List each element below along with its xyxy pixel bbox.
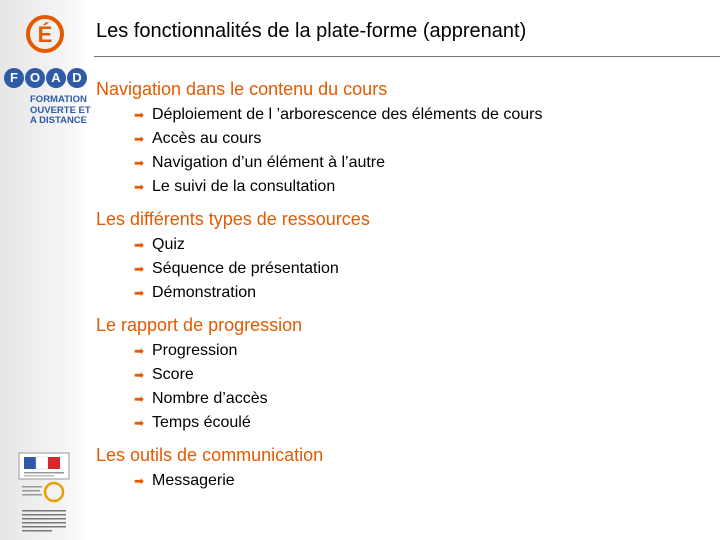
section-heading: Navigation dans le contenu du cours [96, 79, 388, 99]
section-communication [96, 444, 716, 493]
education-e-logo [23, 10, 67, 54]
arrow-right-icon: ➡ [134, 156, 145, 170]
foad-logo [4, 68, 88, 90]
title-divider [94, 56, 720, 57]
arrow-right-icon: ➡ [134, 392, 145, 406]
bullet-list [96, 103, 716, 199]
arrow-right-icon: ➡ [134, 474, 145, 488]
list-item: ➡ Messagerie [134, 469, 716, 493]
slide-content [96, 78, 716, 493]
arrow-right-icon: ➡ [134, 344, 145, 358]
foad-letter-a: A [46, 68, 66, 88]
section-progress-report [96, 314, 716, 435]
section-resources [96, 208, 716, 305]
list-item: ➡ Accès au cours [134, 127, 716, 151]
list-item: ➡ Temps écoulé [134, 411, 716, 435]
arrow-right-icon: ➡ [134, 132, 145, 146]
foad-letter-o: O [25, 68, 45, 88]
bullet-list [96, 339, 716, 435]
arrow-right-icon: ➡ [134, 108, 145, 122]
section-heading: Le rapport de progression [96, 315, 303, 335]
svg-text:É: É [37, 22, 53, 47]
list-item: ➡ Navigation d’un élément à l’autre [134, 151, 716, 175]
section-heading: Les outils de communication [96, 445, 324, 465]
arrow-right-icon: ➡ [134, 286, 145, 300]
list-item: ➡ Le suivi de la consultation [134, 175, 716, 199]
section-navigation [96, 78, 716, 199]
arrow-right-icon: ➡ [134, 180, 145, 194]
list-item: ➡ Score [134, 363, 716, 387]
sidebar-branding [0, 0, 91, 540]
foad-subtitle: FORMATION OUVERTE ET A DISTANCE [30, 94, 91, 126]
list-item: ➡ Nombre d’accès [134, 387, 716, 411]
ministry-logo [18, 452, 70, 534]
section-heading: Les différents types de ressources [96, 209, 370, 229]
slide-title: Les fonctionnalités de la plate-forme (apprenant) [96, 20, 527, 42]
arrow-right-icon: ➡ [134, 416, 145, 430]
list-item: ➡ Quiz [134, 233, 716, 257]
arrow-right-icon: ➡ [134, 262, 145, 276]
foad-letter-f: F [4, 68, 24, 88]
list-item: ➡ Progression [134, 339, 716, 363]
bullet-list [96, 469, 716, 493]
list-item: ➡ Déploiement de l ’arborescence des éléments de cours [134, 103, 716, 127]
foad-letter-d: D [67, 68, 87, 88]
arrow-right-icon: ➡ [134, 238, 145, 252]
list-item: ➡ Démonstration [134, 281, 716, 305]
list-item: ➡ Séquence de présentation [134, 257, 716, 281]
arrow-right-icon: ➡ [134, 368, 145, 382]
bullet-list [96, 233, 716, 305]
